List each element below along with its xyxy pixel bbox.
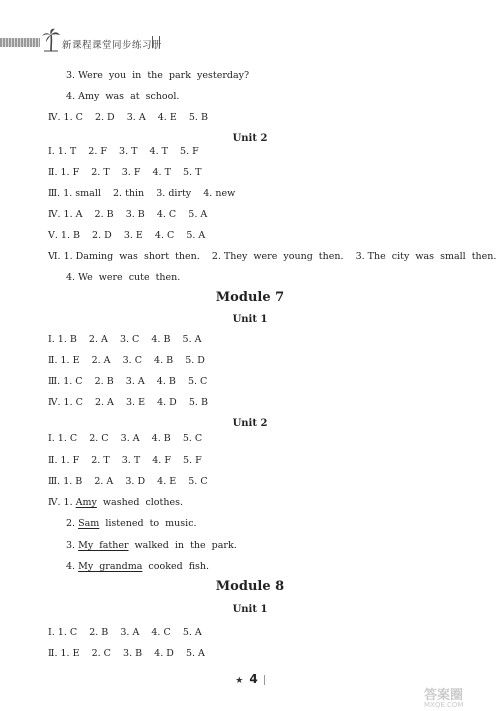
- answer-prefix: 3.: [66, 540, 79, 551]
- book-title: 新课程课堂同步练习册: [62, 40, 163, 51]
- answer-line: Ⅱ. 1. F 2. T 3. F 4. T 5. T: [48, 167, 202, 178]
- answer-line: 4. Amy was at school.: [66, 91, 180, 102]
- answer-prefix: 2.: [66, 518, 79, 529]
- unit-heading: Unit 2: [232, 133, 268, 144]
- unit-heading: Unit 1: [232, 604, 268, 615]
- answer-line: 4. We were cute then.: [66, 272, 181, 283]
- underlined-subject: My father: [78, 540, 129, 551]
- answer-line: Ⅰ. 1. C 2. C 3. A 4. B 5. C: [48, 433, 203, 444]
- answer-line: Ⅲ. 1. C 2. B 3. A 4. B 5. C: [48, 376, 208, 387]
- header-stripe: [0, 38, 40, 47]
- answer-rest: washed clothes.: [96, 497, 183, 508]
- watermark-url: MXQE.COM: [424, 701, 464, 709]
- answer-line: Ⅰ. 1. B 2. A 3. C 4. B 5. A: [48, 334, 202, 345]
- answer-line: [66, 561, 209, 573]
- answer-line: Ⅴ. 1. B 2. D 3. E 4. C 5. A: [48, 230, 206, 241]
- watermark-text: 答案圈: [424, 688, 464, 703]
- answer-line: Ⅳ. 1. C 2. A 3. E 4. D 5. B: [48, 397, 208, 408]
- answer-rest: walked in the park.: [128, 540, 237, 551]
- underlined-subject: Sam: [78, 518, 100, 529]
- underlined-subject: My grandma: [78, 561, 143, 572]
- answer-line: Ⅳ. 1. A 2. B 3. B 4. C 5. A: [48, 209, 208, 220]
- answer-line: Ⅰ. 1. T 2. F 3. T 4. T 5. F: [48, 146, 199, 157]
- answer-line: Ⅱ. 1. E 2. A 3. C 4. B 5. D: [48, 355, 205, 366]
- watermark: [424, 684, 494, 708]
- module-heading: Module 8: [215, 579, 285, 594]
- answer-prefix: Ⅳ. 1.: [48, 497, 76, 508]
- header-divider: [152, 36, 160, 48]
- unit-heading: Unit 2: [232, 418, 268, 429]
- answer-line: Ⅱ. 1. F 2. T 3. T 4. F 5. F: [48, 455, 202, 466]
- answer-line: Ⅰ. 1. C 2. B 3. A 4. C 5. A: [48, 627, 202, 638]
- answer-line: Ⅱ. 1. E 2. C 3. B 4. D 5. A: [48, 648, 205, 659]
- answer-line: Ⅳ. 1. C 2. D 3. A 4. E 5. B: [48, 112, 208, 123]
- answer-line: [66, 540, 237, 552]
- answer-prefix: 4.: [66, 561, 79, 572]
- underlined-subject: Amy: [75, 497, 97, 508]
- answer-line: [66, 518, 197, 530]
- answer-line: 3. Were you in the park yesterday?: [66, 70, 250, 81]
- page-number: 4: [249, 672, 258, 686]
- module-heading: Module 7: [215, 290, 285, 305]
- answer-line: [48, 497, 183, 509]
- answer-rest: cooked fish.: [142, 561, 210, 572]
- unit-heading: Unit 1: [232, 314, 268, 325]
- star-icon: ★: [235, 676, 244, 686]
- answer-line: Ⅲ. 1. B 2. A 3. D 4. E 5. C: [48, 476, 208, 487]
- answer-line: Ⅵ. 1. Daming was short then. 2. They were young then. 3. The city was small then.: [48, 251, 497, 262]
- footer-divider: [264, 675, 265, 685]
- palm-tree-icon: [41, 28, 61, 52]
- page-header: [0, 0, 500, 56]
- answer-rest: listened to music.: [99, 518, 197, 529]
- answer-line: Ⅲ. 1. small 2. thin 3. dirty 4. new: [48, 188, 236, 199]
